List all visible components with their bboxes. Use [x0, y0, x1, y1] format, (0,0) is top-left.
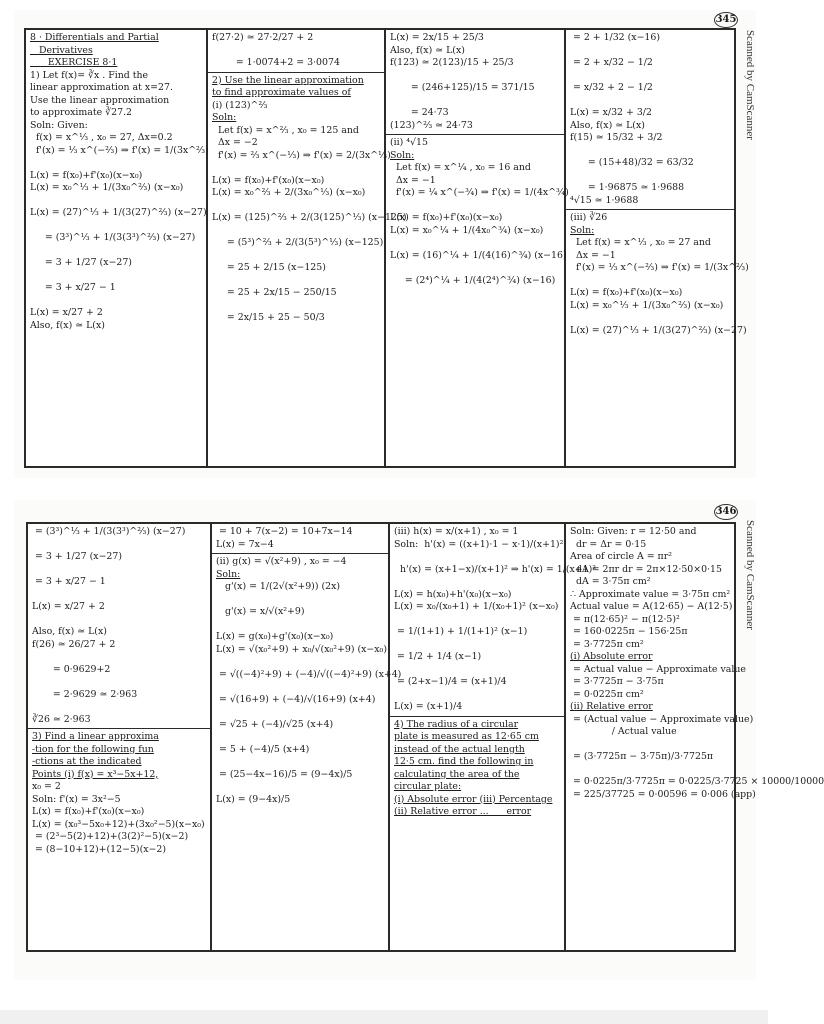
solution-line: L(x) = x₀^⅓ + 1/(3x₀^⅔) (x−x₀)	[30, 182, 184, 193]
solution-line	[32, 564, 206, 577]
solution-line	[32, 539, 206, 552]
heading-line: (i) Absolute error	[570, 651, 653, 662]
solution-line: Let f(x) = x^⅓ , x₀ = 27 and	[570, 237, 711, 248]
solution-line	[212, 200, 380, 213]
solution-line: = 25 + 2/15 (x−125)	[212, 262, 326, 273]
solution-line: = (2⁴)^¼ + 1/(4(2⁴)^¾) (x−16)	[390, 274, 556, 286]
solution-line	[570, 145, 730, 158]
heading-line: -tion for the following fun	[32, 743, 154, 755]
solution-line	[394, 576, 560, 589]
solution-line	[216, 756, 384, 769]
column-lines	[216, 526, 402, 806]
column-top-1	[26, 30, 208, 466]
solution-line: L(x) = x₀^⅔ + 2/(3x₀^⅓) (x−x₀)	[212, 187, 366, 198]
solution-line: = 3 + 1/27 (x−27)	[30, 257, 132, 268]
column-lines	[570, 32, 749, 337]
solution-line: g'(x) = 1/(2√(x²+9)) (2x)	[216, 581, 341, 592]
solution-line	[390, 262, 560, 275]
solution-line: f'(x) = ⅓ x^(−⅔) ⇒ f'(x) = 1/(3x^⅔)	[30, 144, 209, 156]
solution-line: = (246+125)/15 = 371/15	[390, 82, 535, 93]
solution-line: L(x) = (x+1)/4	[394, 701, 463, 712]
solution-line: f'(x) = ⅔ x^(−⅓) ⇒ f'(x) = 2/(3x^⅓)	[212, 149, 391, 161]
solution-line: = 10 + 7(x−2) = 10+7x−14	[216, 526, 353, 537]
solution-line: L(x) = h(x₀)+h'(x₀)(x−x₀)	[394, 588, 512, 600]
solution-line: = 0·9629+2	[32, 663, 111, 675]
solution-line: = 160·0225π − 156·25π	[570, 626, 688, 637]
heading-line: instead of the actual length	[394, 743, 525, 755]
solution-line	[216, 731, 384, 744]
solution-line: Soln: Given: r = 12·50 and	[570, 526, 697, 537]
heading-line: 4) The radius of a circular	[394, 718, 519, 730]
solution-line	[32, 676, 206, 689]
solution-line: L(x) = 2x/15 + 25/3	[390, 32, 484, 43]
column-bottom-1	[28, 524, 212, 950]
solution-line: = 3·7725π − 3·75π	[570, 676, 664, 687]
solution-line: f(x) = x^⅓ , x₀ = 27, Δx=0.2	[30, 132, 173, 143]
solution-line: (ii) g(x) = √(x²+9) , x₀ = −4	[216, 556, 347, 567]
solution-line	[212, 275, 380, 288]
heading-line: Soln:	[212, 112, 237, 123]
solution-line	[570, 45, 730, 58]
solution-line: Use the linear approximation	[30, 94, 170, 106]
solution-line: 1) Let f(x)= ∛x . Find the	[30, 69, 149, 81]
scanned-page-bottom	[14, 500, 824, 980]
solution-line: = 1·96875 ≃ 1·9688	[570, 182, 685, 193]
solution-line: = √(16+9) + (−4)/√(16+9) (x+4)	[216, 693, 376, 705]
section-divider	[212, 553, 388, 554]
solution-line: = 2·9629 ≃ 2·963	[32, 688, 138, 700]
solution-line: = (8−10+12)+(12−5)(x−2)	[32, 843, 167, 855]
solution-line	[32, 614, 206, 627]
solution-line: ∛26 ≃ 2·963	[32, 713, 91, 725]
solution-line	[570, 70, 730, 83]
solution-line: Let f(x) = x^⅔ , x₀ = 125 and	[212, 124, 359, 136]
solution-line: x₀ = 2	[32, 781, 61, 792]
heading-line: EXERCISE 8·1	[30, 57, 118, 68]
solution-line: = 1/2 + 1/4 (x−1)	[394, 651, 482, 662]
solution-line: Soln: f'(x) = 3x²−5	[32, 793, 121, 805]
scanned-page-top	[14, 10, 756, 478]
solution-line	[30, 295, 202, 308]
solution-line	[394, 639, 560, 652]
solution-line	[216, 681, 384, 694]
camscanner-watermark-bottom: Scanned by CamScanner	[744, 520, 756, 630]
solution-line	[390, 70, 560, 83]
solution-line: L(x) = x/32 + 3/2	[570, 107, 652, 118]
solution-line	[216, 656, 384, 669]
solution-line	[394, 664, 560, 677]
section-divider	[28, 728, 210, 729]
solution-line: h'(x) = (x+1−x)/(x+1)² ⇒ h'(x) = 1/(x+1)²	[394, 563, 597, 575]
solution-line	[390, 95, 560, 108]
solution-line: = √((−4)²+9) + (−4)/√((−4)²+9) (x+4)	[216, 668, 402, 680]
solution-line	[216, 594, 384, 607]
solution-line: (ii) ⁴√15	[390, 137, 428, 148]
solution-line: = 2 + x/32 − 1/2	[570, 57, 653, 68]
solution-line	[30, 195, 202, 208]
heading-line: -ctions at the indicated	[32, 756, 142, 767]
solution-line: = π(12·65)² − π(12·5)²	[570, 613, 680, 625]
heading-line: 8 · Differentials and Partial	[30, 32, 159, 43]
page-number-bottom: 346	[714, 504, 738, 520]
solution-line: L(x) = x₀^⅓ + 1/(3x₀^⅔) (x−x₀)	[570, 299, 724, 311]
solution-line: L(x) = f(x₀)+f'(x₀)(x−x₀)	[30, 169, 143, 181]
solution-line	[212, 162, 380, 175]
solution-line: dA = 3·75π cm²	[570, 576, 651, 587]
solution-line: dA = 2πr dr = 2π×12·50×0·15	[570, 563, 722, 575]
solution-line	[394, 614, 560, 627]
solution-line: = (5³)^⅔ + 2/(3(5³)^⅓) (x−125)	[212, 237, 384, 248]
solution-line: = 3 + 1/27 (x−27)	[32, 551, 123, 562]
solution-line: L(x) = x/27 + 2	[32, 601, 105, 612]
solution-line	[216, 706, 384, 719]
solution-line: f'(x) = ⅓ x^(−⅔) ⇒ f'(x) = 1/(3x^⅔)	[570, 262, 749, 273]
solution-line	[30, 157, 202, 170]
solution-line: L(x) = f(x₀)+f'(x₀)(x−x₀)	[390, 212, 503, 223]
solution-line: Also, f(x) ≃ L(x)	[570, 119, 645, 131]
solution-line	[212, 300, 380, 313]
solution-line: Let f(x) = x^¼ , x₀ = 16 and	[390, 162, 531, 173]
solution-line: = 1·0074+2 = 3·0074	[212, 57, 340, 68]
solution-line: = (3³)^⅓ + 1/(3(3³)^⅔) (x−27)	[30, 232, 196, 243]
solution-line: Area of circle A = πr²	[570, 551, 672, 562]
solution-line: L(x) = (16)^¼ + 1/(4(16)^¾) (x−16)	[390, 249, 567, 261]
solution-line: = (25−4x−16)/5 = (9−4x)/5	[216, 768, 353, 780]
solution-line: (iii) ∛26	[570, 212, 608, 223]
solution-line	[216, 781, 384, 794]
solution-line: L(x) = (27)^⅓ + 1/(3(27)^⅔) (x−27)	[570, 324, 747, 336]
solution-line	[212, 250, 380, 263]
solution-line: L(x) = (x₀³−5x₀+12)+(3x₀²−5)(x−x₀)	[32, 818, 205, 830]
solution-line: ⁴√15 ≃ 1·9688	[570, 194, 639, 206]
solution-line: L(x) = f(x₀)+f'(x₀)(x−x₀)	[570, 287, 683, 298]
solution-line	[570, 764, 730, 777]
column-top-2	[208, 30, 407, 466]
column-top-4	[566, 30, 749, 466]
solution-line	[32, 701, 206, 714]
solution-line	[570, 170, 730, 183]
solution-line: = 5 + (−4)/5 (x+4)	[216, 743, 310, 755]
solution-line: (i) (123)^⅔	[212, 99, 268, 111]
solution-line	[570, 95, 730, 108]
solution-line: Also, f(x) ≃ L(x)	[32, 626, 107, 637]
solution-line: = (3³)^⅓ + 1/(3(3³)^⅔) (x−27)	[32, 526, 186, 537]
solution-line: = 3 + x/27 − 1	[32, 576, 106, 587]
solution-line: f(123) ≃ 2(123)/15 + 25/3	[390, 57, 514, 68]
solution-line: = 1/(1+1) + 1/(1+1)² (x−1)	[394, 626, 528, 637]
solution-line: L(x) = x/27 + 2	[30, 307, 103, 318]
solution-line: = x/32 + 2 − 1/2	[570, 82, 653, 93]
solution-line: L(x) = 7x−4	[216, 538, 274, 550]
solution-line: = 3 + x/27 − 1	[30, 282, 116, 293]
solution-line: f'(x) = ¼ x^(−¾) ⇒ f'(x) = 1/(4x^¾)	[390, 187, 569, 198]
solution-line: = Actual value − Approximate value	[570, 663, 746, 675]
heading-line: 2) Use the linear approximation	[212, 74, 364, 86]
heading-line: (ii) Relative error ... error	[394, 806, 532, 817]
column-top-3	[386, 30, 569, 466]
solution-line: g'(x) = x/√(x²+9)	[216, 606, 305, 617]
solution-line: = (15+48)/32 = 63/32	[570, 157, 694, 168]
camscanner-watermark-top: Scanned by CamScanner	[744, 30, 756, 140]
heading-line: (ii) Relative error	[570, 701, 653, 712]
solution-line	[390, 200, 560, 213]
solution-line: Δx = −2	[212, 137, 258, 148]
solution-line: = 225/37725 = 0·00596 = 0·006 (app)	[570, 788, 756, 800]
solution-line: to approximate ∛27.2	[30, 107, 133, 118]
solution-line: Soln: Given:	[30, 119, 88, 131]
solution-line	[212, 45, 380, 58]
solution-line: = 24·73	[390, 107, 449, 118]
solution-line: Soln: h'(x) = ((x+1)·1 − x·1)/(x+1)²	[394, 538, 564, 550]
column-lines	[30, 32, 209, 332]
solution-line	[394, 551, 560, 564]
page-gap	[0, 482, 768, 498]
solution-line: Δx = −1	[390, 174, 436, 186]
solution-line: / Actual value	[570, 726, 677, 737]
solution-line: L(x) = x₀^¼ + 1/(4x₀^¾) (x−x₀)	[390, 224, 544, 236]
heading-line: calculating the area of the	[394, 768, 520, 780]
solution-line: L(x) = f(x₀)+f'(x₀)(x−x₀)	[32, 806, 145, 817]
heading-line: 3) Find a linear approxima	[32, 731, 159, 742]
heading-line: Soln:	[570, 224, 595, 236]
solution-line: L(x) = √(x₀²+9) + x₀/√(x₀²+9) (x−x₀)	[216, 643, 387, 655]
solution-line: = 0·0225π/3·7725π = 0·0225/3·7725 × 10000/10000	[570, 776, 824, 787]
solution-line: (iii) h(x) = x/(x+1) , x₀ = 1	[394, 526, 519, 537]
section-divider	[208, 72, 384, 73]
column-lines	[390, 32, 569, 287]
solution-line: = 25 + 2x/15 − 250/15	[212, 287, 337, 298]
bottom-edge	[0, 1010, 768, 1024]
solution-line	[30, 220, 202, 233]
solution-line: f(27·2) ≃ 27·2/27 + 2	[212, 32, 314, 43]
solution-line: Δx = −1	[570, 249, 616, 261]
exercise-panel-top	[24, 28, 749, 468]
heading-line: Derivatives	[30, 44, 93, 56]
solution-line: Also, f(x) ≃ L(x)	[30, 319, 105, 331]
solution-line	[32, 589, 206, 602]
solution-line	[570, 739, 730, 752]
solution-line: L(x) = g(x₀)+g'(x₀)(x−x₀)	[216, 631, 334, 642]
solution-line: Actual value = A(12·65) − A(12·5)	[570, 601, 733, 612]
heading-line: Soln:	[216, 568, 241, 580]
solution-line: L(x) = (125)^⅔ + 2/(3(125)^⅓) (x−125)	[212, 212, 407, 223]
heading-line: to find approximate values of	[212, 87, 351, 98]
solution-line: (123)^⅔ ≃ 24·73	[390, 119, 473, 131]
solution-line	[390, 237, 560, 250]
solution-line: Also, f(x) ≃ L(x)	[390, 44, 465, 56]
solution-line: = 2 + 1/32 (x−16)	[570, 32, 661, 43]
solution-line: L(x) = f(x₀)+f'(x₀)(x−x₀)	[212, 174, 325, 186]
solution-line	[394, 689, 560, 702]
solution-line	[212, 225, 380, 238]
column-bottom-2	[212, 524, 402, 950]
heading-line: (i) Absolute error (iii) Percentage	[394, 793, 553, 805]
column-lines	[394, 526, 597, 819]
section-divider	[390, 716, 564, 717]
heading-line: 12·5 cm. find the following in	[394, 756, 534, 767]
solution-line: = √25 + (−4)/√25 (x+4)	[216, 718, 334, 730]
solution-line: L(x) = x₀/(x₀+1) + 1/(x₀+1)² (x−x₀)	[394, 601, 559, 612]
section-divider	[386, 134, 564, 135]
solution-line	[570, 312, 730, 325]
solution-line: = (3·7725π − 3·75π)/3·7725π	[570, 751, 714, 762]
heading-line: Points (i) f(x) = x³−5x+12,	[32, 768, 159, 780]
solution-line: f(15) ≃ 15/32 + 3/2	[570, 132, 663, 143]
heading-line: plate is measured as 12·65 cm	[394, 731, 539, 742]
solution-line	[570, 275, 730, 288]
section-divider	[566, 209, 734, 210]
heading-line: Soln:	[390, 149, 415, 161]
solution-line	[32, 651, 206, 664]
solution-line: = 0·0225π cm²	[570, 688, 644, 700]
solution-line: = 3·7725π cm²	[570, 638, 644, 650]
page-number-top: 345	[714, 12, 738, 28]
solution-line: dr = Δr = 0·15	[570, 538, 647, 550]
solution-line: = (2³−5(2)+12)+(3(2)²−5)(x−2)	[32, 831, 189, 842]
solution-line: f(26) ≃ 26/27 + 2	[32, 638, 116, 650]
solution-line	[30, 245, 202, 258]
solution-line: ∴ Approximate value = 3·75π cm²	[570, 588, 731, 600]
solution-line: = (Actual value − Approximate value)	[570, 713, 754, 725]
solution-line: L(x) = (9−4x)/5	[216, 793, 291, 805]
solution-line	[216, 619, 384, 632]
solution-line	[30, 270, 202, 283]
column-lines	[212, 32, 407, 325]
heading-line: circular plate:	[394, 781, 462, 792]
solution-line: linear approximation at x=27.	[30, 82, 173, 93]
column-bottom-3	[390, 524, 597, 950]
solution-line: = (2+x−1)/4 = (x+1)/4	[394, 676, 507, 687]
solution-line: L(x) = (27)^⅓ + 1/(3(27)^⅔) (x−27)	[30, 207, 207, 218]
column-lines	[32, 526, 206, 856]
solution-line: = 2x/15 + 25 − 50/3	[212, 312, 325, 323]
